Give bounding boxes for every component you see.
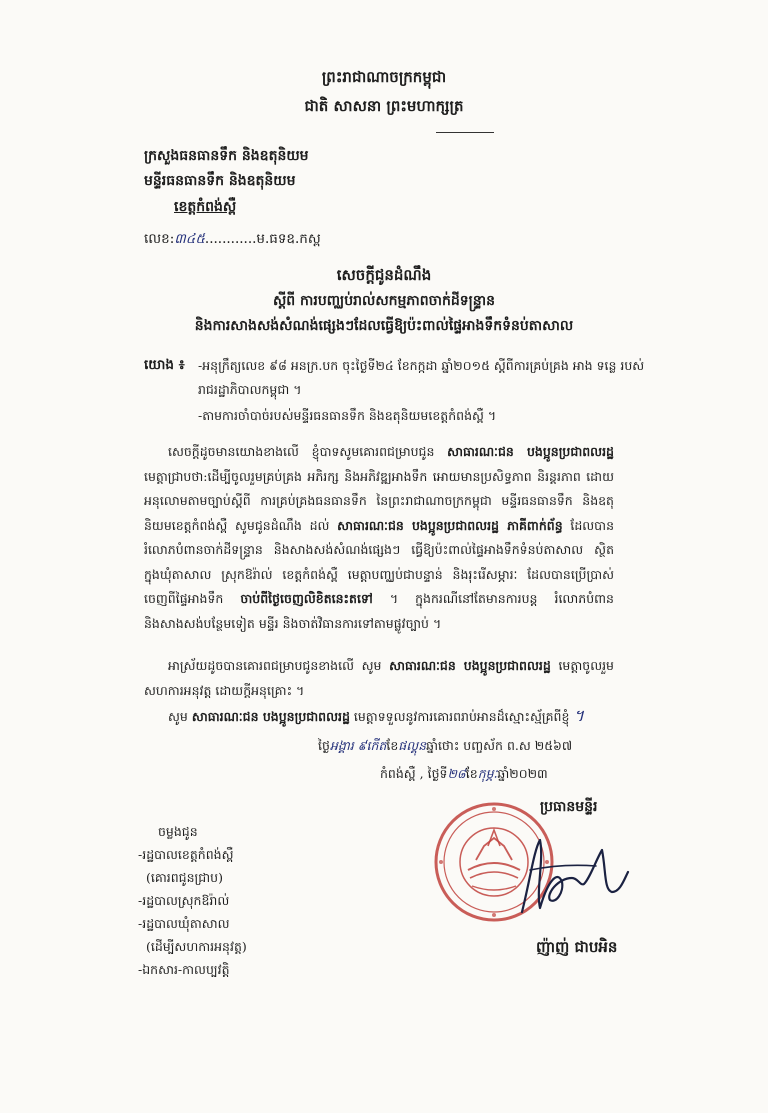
date-text: ខែ	[386, 738, 399, 753]
body-text: អាស្រ័យដូចបានគោរពជម្រាបជូនខាងលើ សូម	[168, 658, 382, 673]
notice-title: សេចក្តីជូនដំណឹង	[336, 266, 432, 284]
body-highlight: សាធារណៈជន បងប្អូនប្រជាពលរដ្ឋ	[389, 658, 551, 673]
body-paragraph-1	[144, 440, 614, 636]
body-text: សេចក្តីដូចមានយោងខាងលើ ខ្ញុំបាទសូមគោរពជម្រាបជូន	[168, 444, 435, 459]
body-text: ដែលបានរំលោភបំពានចាក់ដីទន្ទ្រាន និងសាងសង់សំណង់ផ្សេងៗ ធ្វើឱ្យប៉ះពាល់ផ្ទៃអាងទឹកទំនប់តាសាល ស្ថិតក្នុងឃុំតាសាល ស្រុកឱរ៉ាល់ ខេត្តកំពង់ស្ពឺ មេត្តាបញ្ឈប់ជាបន្ទាន់ និងរុះរើសម្ភារៈ ដែលបានប្រើប្រាស់ចេញពីផ្ទៃអាងទឹក	[144, 517, 615, 606]
date-text: ថ្ងៃ	[318, 738, 330, 753]
body-text: មេត្តាចូលរួមសហការអនុវត្ត ដោយក្តីអនុគ្រោះ ។	[144, 658, 614, 698]
cc-item: -រដ្ឋបាលស្រុកឱរ៉ាល់	[138, 893, 230, 908]
date-text: ខែ	[465, 766, 478, 781]
body-text: មេត្តាទទួលនូវការគោរពរាប់អានដ៏ស្មោះស្ម័គ្រពីខ្ញុំ	[353, 709, 570, 724]
cc-item: -រដ្ឋបាលឃុំតាសាល	[138, 916, 230, 931]
solar-date-line	[380, 766, 548, 785]
reference-number-line	[144, 230, 321, 250]
notice-subject-line-1: ស្តីពី ការបញ្ឈប់រាល់សកម្មភាពចាក់ដីទន្ទ្រាន	[272, 293, 496, 309]
cc-item: (គោរពជូនជ្រាប)	[146, 870, 223, 885]
body-text: មេត្តាជ្រាបថា:ដើម្បីចូលរួមគ្រប់គ្រង អភិរក្ស និងអភិវឌ្ឍអាងទឹក អោយមានប្រសិទ្ធភាព និរន្តរភាព ដោយអនុលោមតាមច្បាប់ស្តីពី ការគ្រប់គ្រងធនធានទឹក នៃព្រះរាជាណាចក្រកម្ពុជា មន្ទីរធនធានទឹក និងឧតុនិយមខេត្តកំពង់ស្ពឺ សូមជូនដំណឹង ដល់	[144, 468, 614, 533]
notice-subject-line-2: និងការសាងសង់សំណង់ផ្សេងៗដែលធ្វើឱ្យប៉ះពាល់ផ្ទៃអាងទឹកទំនប់តាសាល	[194, 318, 574, 334]
ref-prefix: លេខ:	[144, 231, 175, 247]
handwritten-mark: ។	[573, 706, 584, 725]
lunar-date-line	[318, 738, 572, 757]
body-text: សូម	[168, 709, 188, 724]
body-paragraph-2	[144, 654, 614, 703]
reference-item: -តាមការចាំបាច់របស់មន្ទីរធនធានទឹក និងឧតុនិយមខេត្តកំពង់ស្ពឺ ។	[198, 408, 497, 423]
director-title: ប្រធានមន្ទីរ	[540, 799, 598, 815]
signatory-name: ញ៉ាញ់ ជាបអិន	[536, 938, 618, 956]
body-highlight: សាធារណៈជន បងប្អូនប្រជាពលរដ្ឋ ភាគីពាក់ព័ន្ធ	[337, 517, 563, 533]
reference-item: -អនុក្រឹត្យលេខ ៩៨ អនក្រ.បក ចុះថ្ងៃទី២៤ ខែកក្កដា ឆ្នាំ២០១៥ ស្តីពីការគ្រប់គ្រង អាង ទន្លេ របស់រាជរដ្ឋាភិបាលកម្ពុជា ។	[198, 358, 645, 397]
body-paragraph-3	[144, 704, 614, 730]
cc-item: (ដើម្បីសហការអនុវត្ត)	[146, 939, 247, 954]
solar-month-handwritten: កុម្ភៈ	[477, 766, 498, 781]
kingdom-heading: ព្រះរាជាណាចក្រកម្ពុជា	[321, 68, 447, 86]
solar-day-handwritten: ២៨	[447, 766, 466, 781]
body-highlight: សាធារណៈជន បងប្អូនប្រជាពលរដ្ឋ	[447, 444, 614, 459]
motto-divider	[436, 132, 494, 133]
ministry-name: ក្រសួងធនធានទឹក និងឧតុនិយម	[144, 148, 309, 164]
body-text: ។ ក្នុងករណីនៅតែមានការបន្ត រំលោភបំពាន និងសាងសង់បន្ថែមទៀត មន្ទីរ និងចាត់វិធានការទៅតាមផ្លូវច្បាប់ ។	[144, 591, 614, 631]
cc-item: -រដ្ឋបាលខេត្តកំពង់ស្ពឺ	[138, 847, 234, 862]
cc-item: -ឯកសារ-កាលប្បវត្តិ	[138, 962, 230, 977]
cc-title: ចម្លងជូន	[158, 824, 198, 839]
ref-suffix: ............ម.ធទឧ.កស្ព	[204, 231, 321, 247]
date-text: ឆ្នាំថោះ បញ្ចស័ក ព.ស ២៥៦៧	[426, 738, 573, 753]
body-highlight: ចាប់ពីថ្ងៃចេញលិខិតនេះតទៅ	[240, 591, 373, 606]
ref-number-handwritten: ៣៤៥	[174, 231, 205, 247]
handwritten-signature	[500, 820, 640, 920]
province-name: ខេត្តកំពង់ស្ពឺ	[174, 199, 237, 215]
lunar-day-handwritten: អង្គារ ៩កើត	[329, 738, 387, 753]
references-label: យោង ៖	[144, 357, 185, 373]
department-name: មន្ទីរធនធានទឹក និងឧតុនិយម	[144, 173, 296, 189]
national-motto: ជាតិ សាសនា ព្រះមហាក្សត្រ	[304, 97, 464, 115]
date-text: កំពង់ស្ពឺ , ថ្ងៃទី	[380, 766, 448, 781]
lunar-month-handwritten: ផល្គុន	[398, 738, 427, 753]
body-highlight: សាធារណៈជន បងប្អូនប្រជាពលរដ្ឋ	[191, 709, 350, 724]
date-text: ឆ្នាំ២០២៣	[497, 766, 548, 781]
